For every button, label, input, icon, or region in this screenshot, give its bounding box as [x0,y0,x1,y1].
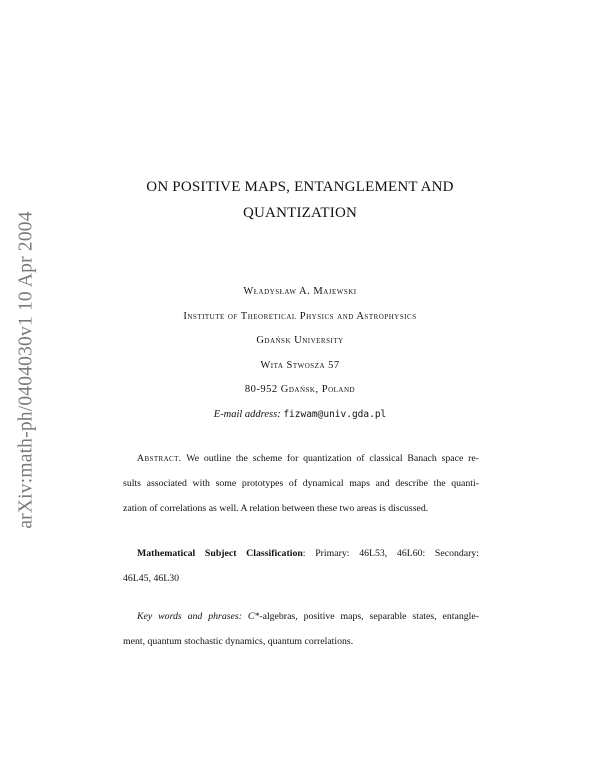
author-block [0,280,600,427]
keywords-math: C* [247,611,260,622]
msc-line-1 [123,542,479,567]
msc-text-1: : Primary: 46L53, 46L60: Secondary: [302,548,479,559]
author-name: Władysław A. Majewski [243,286,357,297]
abstract-line-1 [123,447,479,472]
paper-title [0,174,600,226]
keywords [123,605,479,655]
abstract [123,447,479,521]
keywords-line-1 [123,605,479,630]
author-email [0,403,600,428]
arxiv-identifier: arXiv:math-ph/0404030v1 10 Apr 2004 [16,211,37,529]
msc-heading: Mathematical Subject Classification [137,548,303,559]
abstract-line-2: sults associated with some prototypes of dynamical maps and describe the quanti- [123,477,479,489]
title-line-2: QUANTIZATION [242,205,358,221]
abstract-line-3: zation of correlations as well. A relation between these two areas is discussed. [123,502,429,514]
author-institute: Institute of Theoretical Physics and Astrophysics [183,310,417,322]
abstract-heading: Abstract. [137,453,182,464]
keywords-line-2: ment, quantum stochastic dynamics, quantum correlations. [123,635,354,647]
subject-classification [123,542,479,592]
title-line-1: ON POSITIVE MAPS, ENTANGLEMENT AND [146,179,454,195]
email-label: E-mail address: [213,408,281,420]
msc-line-2: 46L45, 46L30 [123,572,180,584]
keywords-text-1: -algebras, positive maps, separable states, entangle- [259,611,479,622]
author-university: Gdańsk University [256,335,344,346]
abstract-text-1: We outline the scheme for quantization of classical Banach space re- [186,453,479,464]
author-city: 80-952 Gdańsk, Poland [244,384,356,395]
author-street: Wita Stwosza 57 [260,359,340,371]
email-address[interactable]: fizwam@univ.gda.pl [283,408,387,420]
keywords-heading: Key words and phrases: [137,611,242,622]
